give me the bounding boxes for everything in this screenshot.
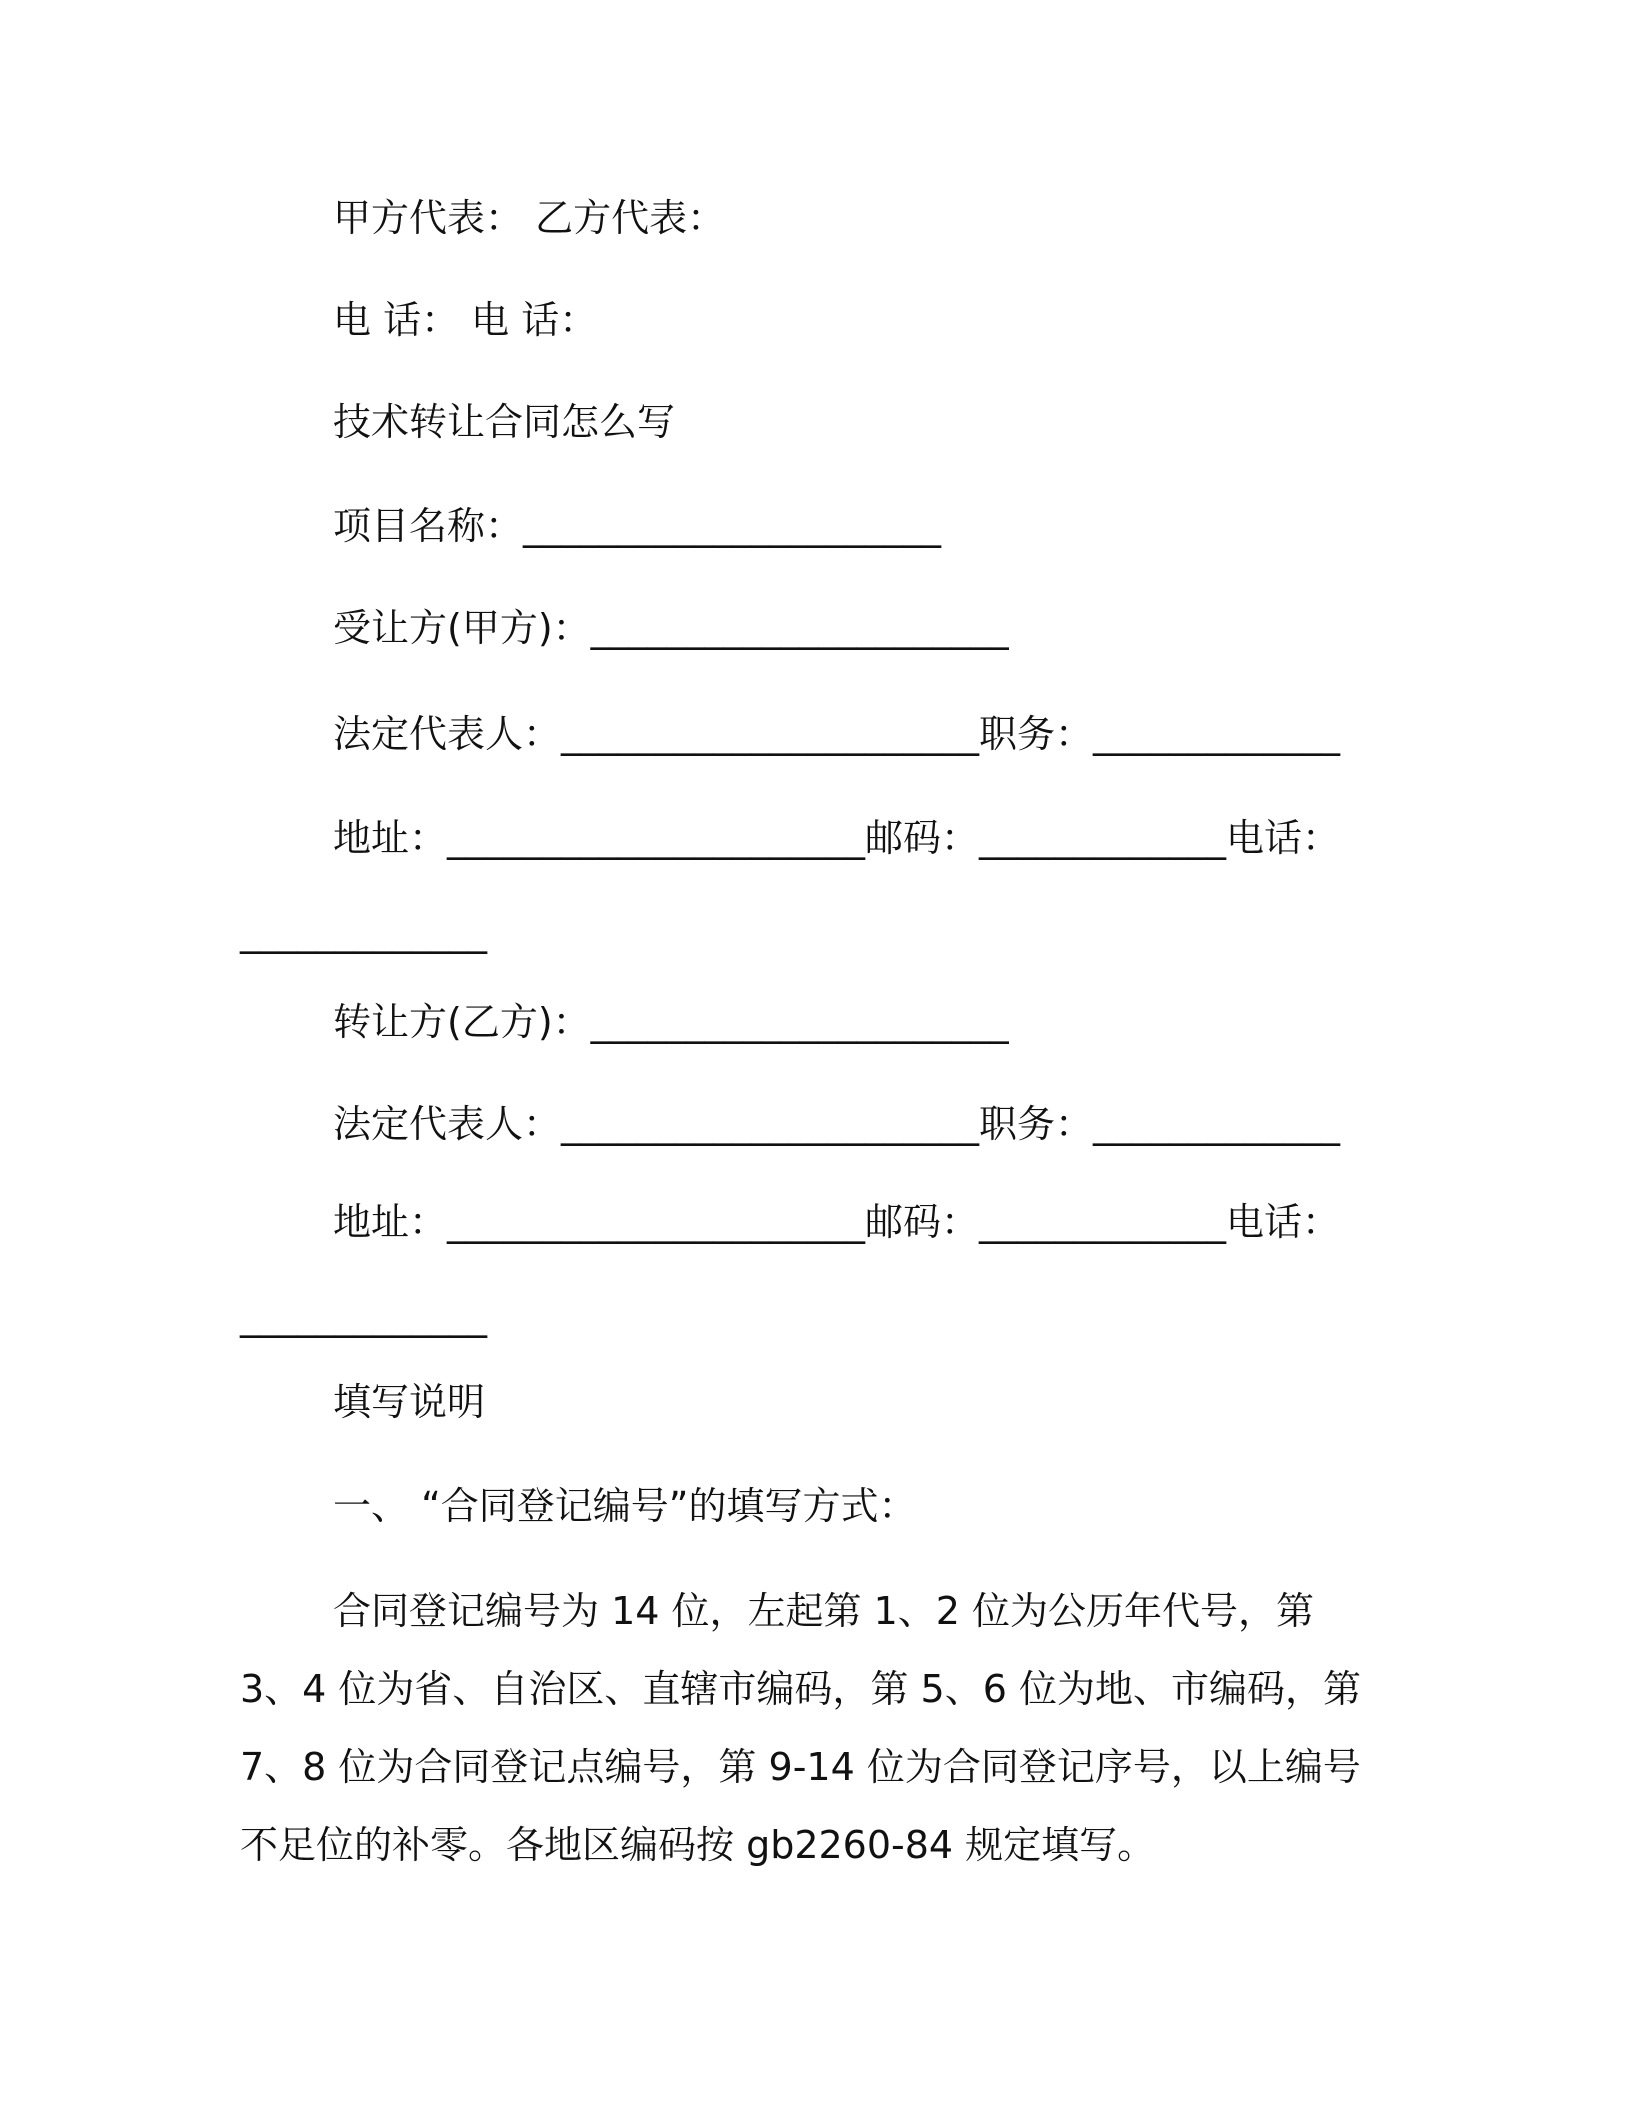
assignee-field: 受让方(甲方)：______________________ [333, 606, 1009, 650]
instruction-item-title: 一、 “合同登记编号”的填写方式： [333, 1484, 917, 1528]
section-heading: 技术转让合同怎么写 [333, 400, 676, 444]
instructions-title: 填写说明 [333, 1380, 486, 1424]
phone-line: 电 话： 电 话： [333, 298, 598, 342]
assignor-field: 转让方(乙方)：______________________ [333, 1000, 1009, 1044]
assignee-phone-blank: _____________ [240, 910, 487, 954]
project-name-field: 项目名称：______________________ [333, 504, 942, 548]
assignor-phone-blank: _____________ [240, 1294, 487, 1338]
assignee-address-field: 地址：______________________邮码：_____________电话： [333, 816, 1341, 860]
instruction-item-body: 合同登记编号为 14 位，左起第 1、2 位为公历年代号，第 3、4 位为省、自治区、直辖市编码，第 5、6 位为地、市编码，第 7、8 位为合同登记点编号，第 9-14 位为合同登记序号，以上编号不足位的补零。各地区编码按 gb2260-84 规定填写。 [240, 1589, 1361, 1867]
assignor-representative-field: 法定代表人：______________________职务：_____________ [333, 1102, 1341, 1146]
assignee-representative-field: 法定代表人：______________________职务：_____________ [333, 712, 1341, 756]
representatives-line: 甲方代表： 乙方代表： [333, 196, 726, 240]
assignor-address-field: 地址：______________________邮码：_____________电话： [333, 1200, 1341, 1244]
